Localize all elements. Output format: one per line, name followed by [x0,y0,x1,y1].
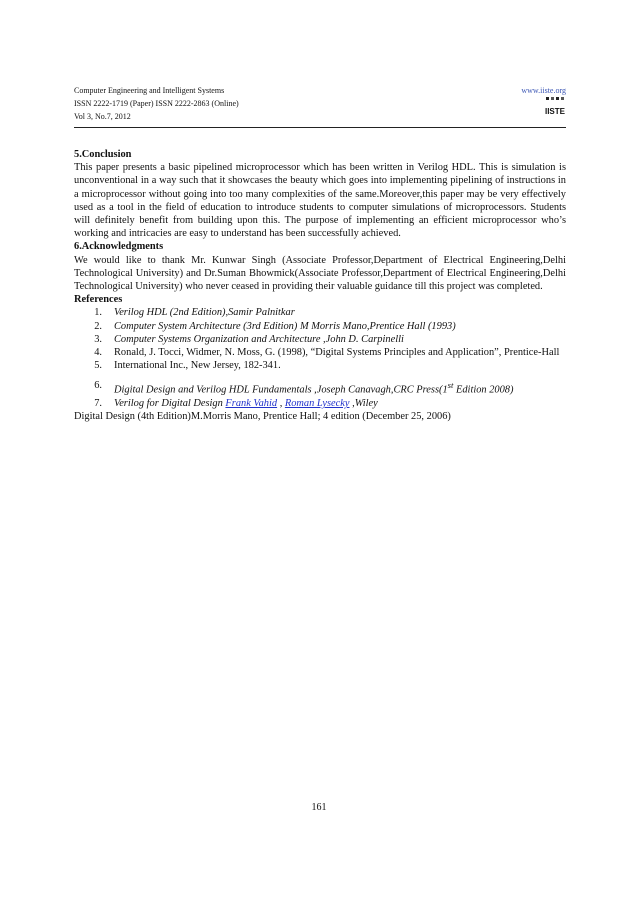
reference-item [74,359,566,372]
reference-item [74,333,566,346]
reference-text-part: Verilog for Digital Design [114,398,226,410]
reference-final-line: Digital Design (4th Edition)M.Morris Mano, Prentice Hall; 4 edition (December 25, 2006) [74,411,451,423]
conclusion-heading: 5.Conclusion [74,149,132,160]
reference-number: 7. [94,398,102,410]
reference-item [74,306,566,319]
reference-item [74,379,566,397]
references-heading: References [74,294,123,306]
ordinal-superscript: st [447,380,454,391]
reference-item [74,320,566,333]
reference-text-part: ,Wiley [349,398,378,410]
reference-text: Verilog HDL (2nd Edition),Samir Palnitkar [114,307,295,319]
reference-text [114,379,566,397]
reference-number: 3. [94,333,102,345]
volume-line: Vol 3, No.7, 2012 [74,112,131,121]
reference-text [114,397,566,410]
iiste-logo-icon [544,96,566,118]
reference-text: International Inc., New Jersey, 182-341. [114,360,281,372]
reference-number: 1. [94,307,102,319]
reference-item [74,397,566,410]
reference-number: 6. [94,380,102,392]
author-link-roman-lysecky[interactable]: Roman Lysecky [284,398,350,410]
reference-separator: , [277,398,285,410]
reference-text: Computer System Architecture (3rd Edition) M Morris Mano,Prentice Hall (1993) [114,320,456,332]
journal-name: Computer Engineering and Intelligent Systems [74,86,225,95]
issn-line: ISSN 2222-1719 (Paper) ISSN 2222-2863 (Online) [74,99,239,108]
page-number: 161 [311,802,327,813]
page-header [74,84,566,123]
journal-url-link[interactable]: www.iiste.org [521,86,566,95]
reference-text: Computer Systems Organization and Architecture ,John D. Carpinelli [114,333,404,345]
reference-number: 2. [94,320,102,332]
reference-text: Ronald, J. Tocci, Widmer, N. Moss, G. (1998), “Digital Systems Principles and Application”, Prentice-Hall [114,347,560,359]
page-body [74,148,566,424]
reference-text-part: Digital Design and Verilog HDL Fundamentals ,Joseph Canavagh,CRC Press(1 [114,384,448,396]
author-link-frank-vahid[interactable]: Frank Vahid [225,398,278,410]
reference-number: 4. [94,347,102,359]
reference-text-part: Edition 2008) [453,384,514,396]
reference-spacer [74,372,566,379]
logo-text: IISTE [544,107,566,116]
reference-number: 5. [94,360,102,372]
header-divider [74,127,566,128]
reference-item [74,346,566,359]
references-list [74,306,566,410]
acknowledgments-heading: 6.Acknowledgments [74,241,164,253]
acknowledgments-paragraph: We would like to thank Mr. Kunwar Singh (Associate Professor,Department of Electrical Engineering,Delhi Technological University) and Dr.Suman Bhowmick(Associate Professor,Department of Electrical Engineering,Delhi Technological University) who never ceased in providing their valuable guidance till this project was completed. [74,254,566,293]
conclusion-paragraph: This paper presents a basic pipelined microprocessor which has been written in Verilog HDL. This is simulation is unconventional in a way such that it showcases the beauty which goes into implementing pipelining of instructions in a microprocessor without going into too many complexities of the same.Moreover,this paper may be very effectively used as a tool in the field of education to introduce students to computer simulations of microprocessors. Students will definitely benefit from building upon this. The purpose of implementing an efficient microprocessor who’s working and intricacies are easy to understand has been successfully achieved. [74,162,566,240]
